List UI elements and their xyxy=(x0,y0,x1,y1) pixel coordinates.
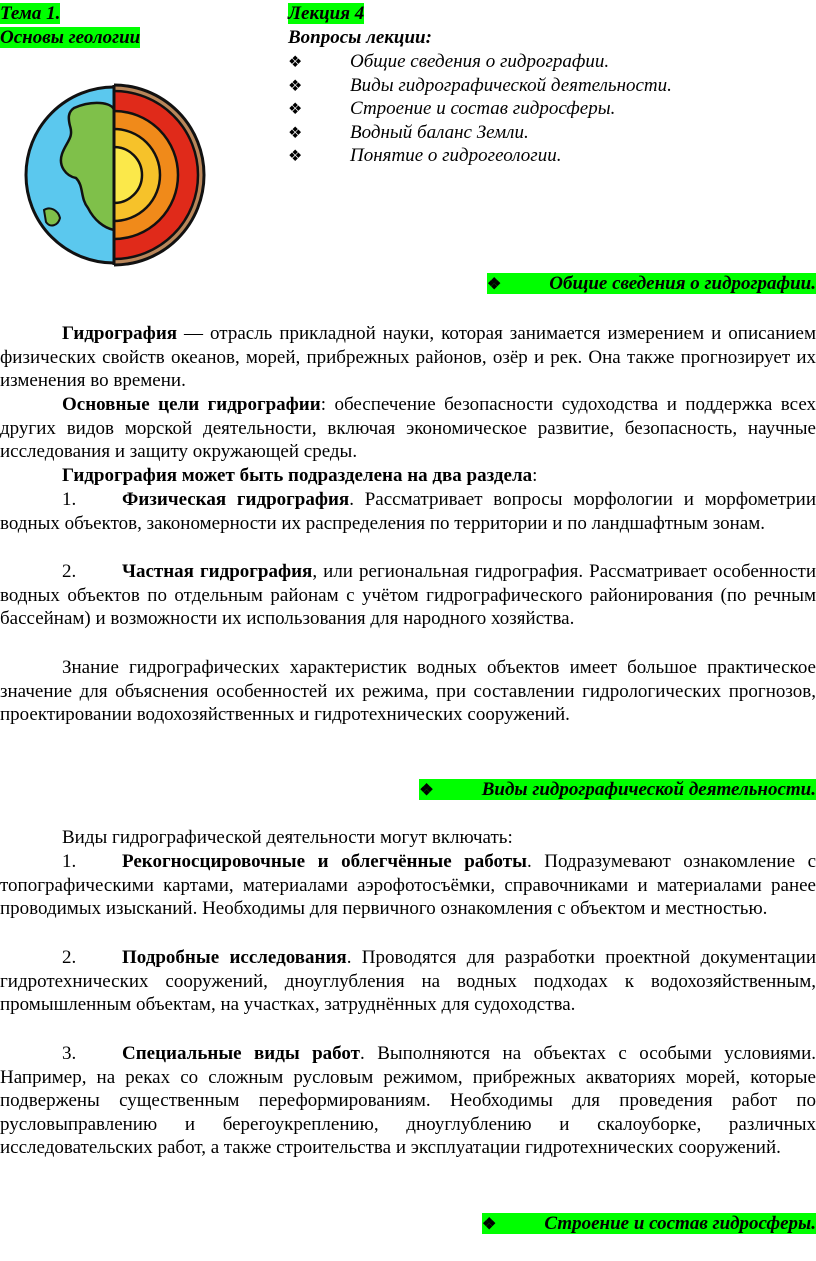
list-item: ❖ Общие сведения о гидрографии. xyxy=(288,50,672,74)
list-item: ❖ Водный баланс Земли. xyxy=(288,121,672,145)
paragraph: Гидрография может быть подразделена на два раздела: xyxy=(62,465,538,486)
list-item: 1. Рекогносцировочные и облегчённые работы. Подразумевают ознакомление с топографическими картами, материалами аэрофотосъёмки, справочниками и материалами ранее проводимых изысканий. Необходимы для первичного ознакомления с объектом и местностью. xyxy=(0,851,816,919)
diamond-bullet-icon: ❖ xyxy=(288,148,303,165)
diamond-bullet-icon: ❖ xyxy=(288,77,303,95)
list-item: 1. Физическая гидрография. Рассматривает вопросы морфологии и морфометрии водных объектов, закономерности их распределения по территории и по ландшафтным зонам. xyxy=(0,489,816,534)
list-item: 2. Подробные исследования. Проводятся для разработки проектной документации гидротехнических сооружений, дноуглубления на водных подходах к водохозяйственным, промышленным объектам, на участках, затруднённых для судоходства. xyxy=(0,947,816,1015)
diamond-bullet-icon: ❖ xyxy=(288,124,303,142)
list-item: ❖ Понятие о гидрогеологии. xyxy=(288,144,672,168)
paragraph: Виды гидрографической деятельности могут включать: xyxy=(62,827,513,848)
questions-title: Вопросы лекции: xyxy=(288,27,432,48)
list-item: ❖ Виды гидрографической деятельности. xyxy=(288,74,672,98)
lecture-label: Лекция 4 xyxy=(288,3,365,24)
diamond-bullet-icon: ❖ xyxy=(288,54,303,71)
paragraph: Гидрография — отрасль прикладной науки, которая занимается измерением и описанием физических свойств океанов, морей, прибрежных районов, озёр и рек. Она также прогнозирует их изменения во времени. xyxy=(0,323,816,391)
diamond-bullet-icon: ❖ xyxy=(288,101,303,118)
list-item: ❖ Строение и состав гидросферы. xyxy=(288,97,672,121)
paragraph: Знание гидрографических характеристик водных объектов имеет большое практическое значение для объяснения особенностей их режима, при составлении гидрологических прогнозов, проектировании водохозяйственных и гидротехнических сооружений. xyxy=(0,657,816,725)
section-heading-hydrography: ❖ Общие сведения о гидрографии. xyxy=(487,272,816,297)
diamond-bullet-icon: ❖ xyxy=(486,276,502,293)
questions-list xyxy=(288,50,672,168)
list-item: 2. Частная гидрография, или региональная гидрография. Рассматривает особенности водных объектов по отдельным районам с учётом гидрографического районирования (по речным бассейнам) и возможности их использования для народного хозяйства. xyxy=(0,561,816,629)
earth-layers-illustration xyxy=(14,80,214,270)
section-heading-hydrosphere: ❖ Строение и состав гидросферы. xyxy=(482,1212,816,1237)
diamond-bullet-icon: ❖ xyxy=(419,782,434,799)
topic-title: Основы геологии xyxy=(0,27,141,48)
diamond-bullet-icon: ❖ xyxy=(482,1216,497,1233)
paragraph: Основные цели гидрографии: обеспечение безопасности судоходства и поддержка всех других видов морской деятельности, включая экономическое развитие, безопасность, научные исследования и защиту окружающей среды. xyxy=(0,394,816,462)
section-heading-activities: ❖ Виды гидрографической деятельности. xyxy=(419,778,816,803)
list-item: 3. Специальные виды работ. Выполняются на объектах с особыми условиями. Например, на реках со сложным русловым режимом, прибрежных акваториях морей, которые подвержены существенным переформированиям. Необходимы для проведения работ по русловыправлению и берегоукреплению, дноуглублению и скалоуборке, различных исследовательских работ, а также строительства и эксплуатации гидротехнических сооружений. xyxy=(0,1043,816,1158)
topic-label: Тема 1. xyxy=(0,3,61,24)
